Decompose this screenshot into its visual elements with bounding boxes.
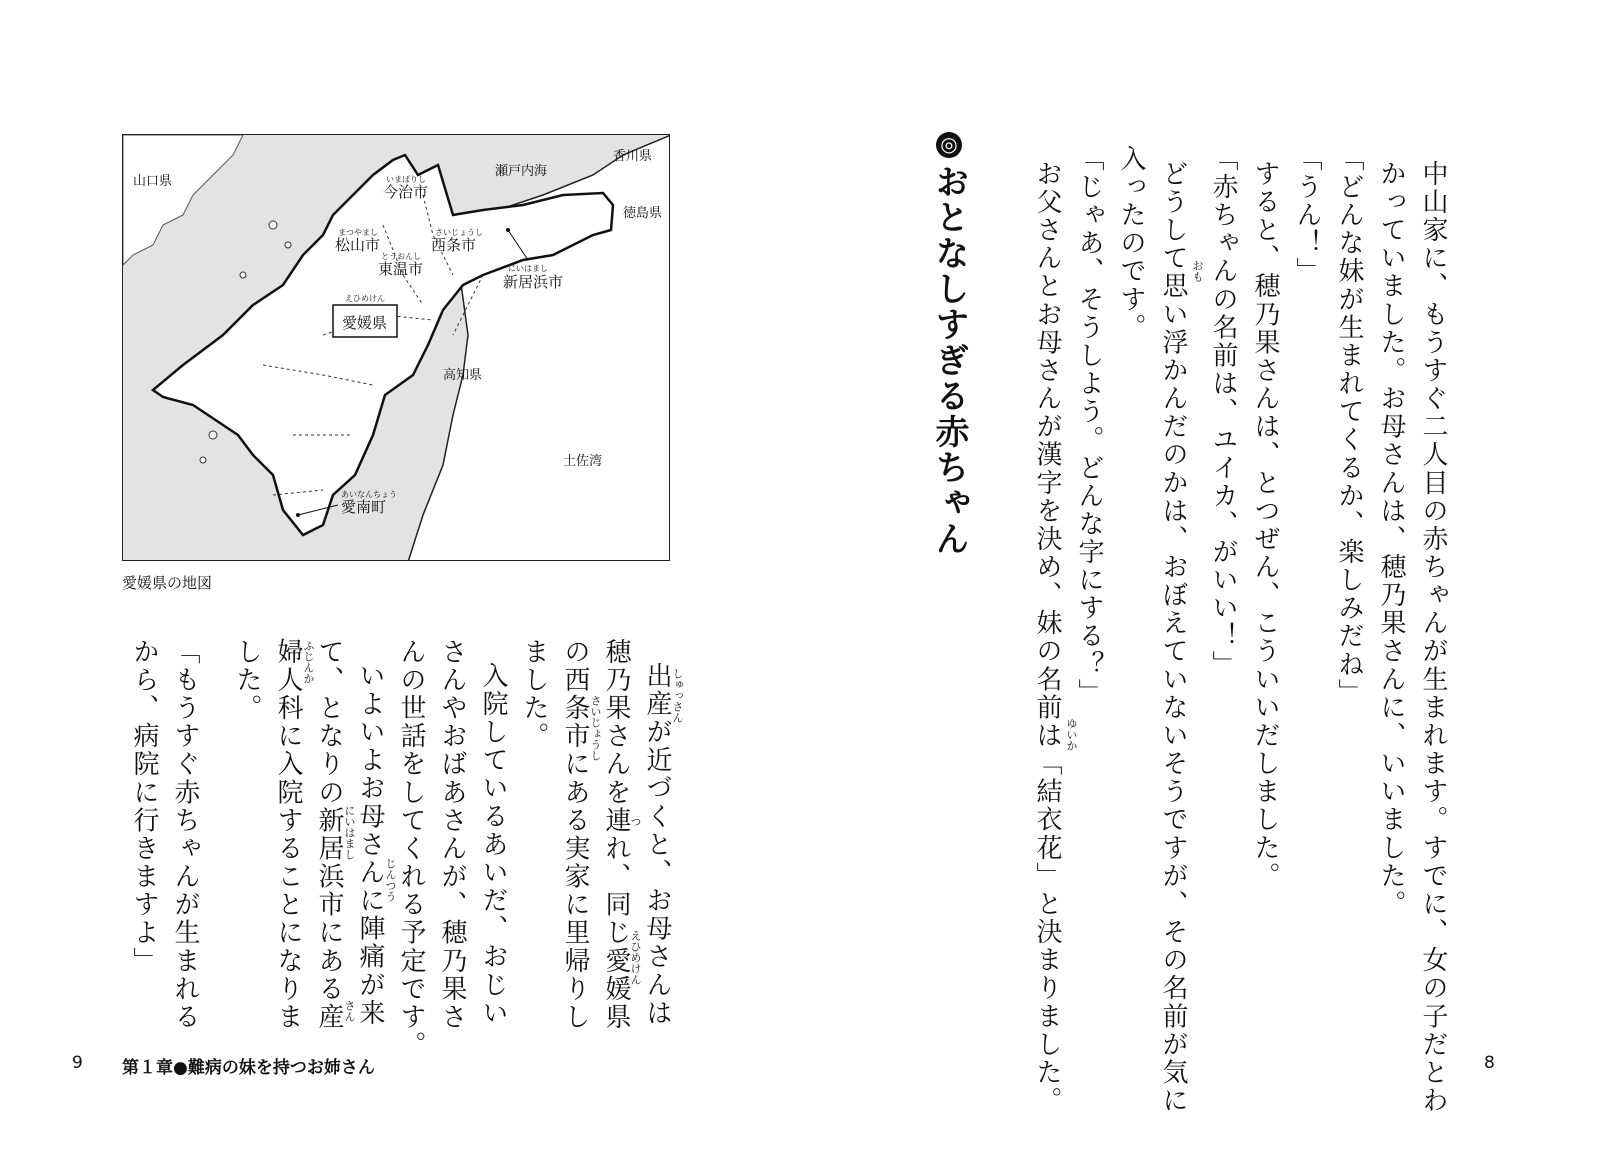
label-toon: 東温市 bbox=[378, 260, 424, 278]
section-heading: ◎おとなしすぎる赤ちゃん bbox=[929, 132, 969, 557]
ruby-fujinka: ふじんか bbox=[302, 640, 315, 684]
ruby-matsuyama: まつやまし bbox=[338, 228, 378, 237]
label-saijo: 西条市 bbox=[431, 236, 477, 254]
label-kochi: 高知県 bbox=[443, 368, 483, 383]
ruby-niihama-map: にいはまし bbox=[508, 264, 548, 273]
label-tosawan: 土佐湾 bbox=[563, 454, 603, 469]
text-line: 入院しているあいだ、おじい bbox=[478, 662, 508, 1028]
map-caption: 愛媛県の地図 bbox=[122, 574, 213, 592]
ruby-tsu: つ bbox=[629, 816, 642, 827]
chapter-title: 第１章●難病の妹を持つお姉さん bbox=[122, 1058, 375, 1078]
ruby-shussan: しゅっさん bbox=[671, 668, 684, 723]
text-line: 「じゃあ、そうしよう。どんな字にする？」 bbox=[1074, 145, 1104, 707]
ehime-map bbox=[122, 134, 670, 561]
ruby-omo: おも bbox=[1191, 260, 1204, 282]
island bbox=[200, 457, 206, 463]
city-dot bbox=[296, 513, 300, 517]
label-setonaikai: 瀬戸内海 bbox=[495, 164, 548, 179]
city-dot bbox=[506, 228, 510, 232]
text-line: 「赤ちゃんの名前は、ユイカ、がいい！」 bbox=[1208, 145, 1238, 679]
text-line: の西条市にある実家に里帰りし bbox=[560, 638, 590, 1032]
text-line: かっていました。お母さんは、穂乃果さんに、いいました。 bbox=[1376, 160, 1406, 919]
text-line: 婦人科に入院することになりま bbox=[273, 638, 303, 1032]
label-matsuyama: 松山市 bbox=[335, 236, 381, 254]
text-line: いよいよお母さんに陣痛が来 bbox=[355, 662, 385, 1028]
label-kagawa: 香川県 bbox=[613, 149, 653, 164]
page-number-left: 9 bbox=[72, 1053, 83, 1073]
island bbox=[269, 221, 277, 229]
ruby-niihama: にいはまし bbox=[343, 805, 356, 860]
text-line: 穂乃果さんを連れ、同じ愛媛県 bbox=[601, 638, 631, 1032]
label-niihama: 新居浜市 bbox=[503, 273, 564, 291]
text-line: どうして思い浮かんだのかは、おぼえていないそうですが、その名前が気に bbox=[1158, 160, 1188, 1115]
yamaguchi-land bbox=[123, 135, 243, 265]
page-number-right: 8 bbox=[1484, 1053, 1495, 1073]
text-line: さんやおばあさんが、穂乃果さ bbox=[437, 638, 467, 1032]
ruby-saijoshi: さいじょうし bbox=[589, 695, 602, 761]
label-yamaguchi: 山口県 bbox=[133, 174, 173, 189]
text-line: 入ったのです。 bbox=[1116, 145, 1146, 342]
text-line: 出産が近づくと、お母さんは bbox=[642, 662, 672, 1028]
text-line: お父さんとお母さんが漢字を決め、妹の名前は「結衣花」と決まりました。 bbox=[1032, 160, 1062, 1115]
ruby-ehimeken: えひめけん bbox=[629, 930, 642, 985]
label-ehime: 愛媛県 bbox=[342, 314, 388, 332]
text-line: 中山家に、もうすぐ二人目の赤ちゃんが生まれます。すでに、女の子だとわ bbox=[1418, 160, 1448, 1115]
ruby-toon: とうおんし bbox=[381, 252, 421, 261]
ruby-imabari: いまばりし bbox=[386, 175, 426, 184]
ruby-ainan: あいなんちょう bbox=[341, 490, 397, 499]
ruby-jintsu: じんつう bbox=[384, 858, 397, 902]
section-bullet-icon: ◎ bbox=[937, 132, 961, 158]
text-line: んの世話をしてくれる予定です。 bbox=[396, 638, 426, 1060]
text-line: 「もうすぐ赤ちゃんが生まれる bbox=[170, 638, 200, 1032]
text-line: から、病院に行きますよ」 bbox=[129, 638, 159, 975]
island bbox=[240, 272, 246, 278]
island bbox=[285, 242, 291, 248]
ruby-yuika: ゆいか bbox=[1065, 718, 1078, 751]
label-ainan: 愛南町 bbox=[341, 498, 387, 516]
ruby-saijo: さいじょうし bbox=[435, 228, 483, 237]
label-imabari: 今治市 bbox=[383, 183, 429, 201]
text-line: ました。 bbox=[519, 638, 549, 751]
text-line: 「うん！」 bbox=[1292, 145, 1322, 286]
text-line: 「どんな妹が生まれてくるか、楽しみだね」 bbox=[1334, 145, 1364, 707]
text-line: て、となりの新居浜市にある産 bbox=[314, 638, 344, 1032]
text-line: した。 bbox=[232, 638, 262, 723]
ruby-san: さん bbox=[343, 1000, 356, 1022]
ruby-ehime-map: えひめけん bbox=[345, 294, 385, 303]
text-line: すると、穂乃果さんは、とつぜん、こういいだしました。 bbox=[1250, 160, 1280, 891]
label-tokushima: 徳島県 bbox=[623, 206, 663, 221]
island bbox=[209, 431, 217, 439]
map-drawing bbox=[123, 135, 670, 561]
